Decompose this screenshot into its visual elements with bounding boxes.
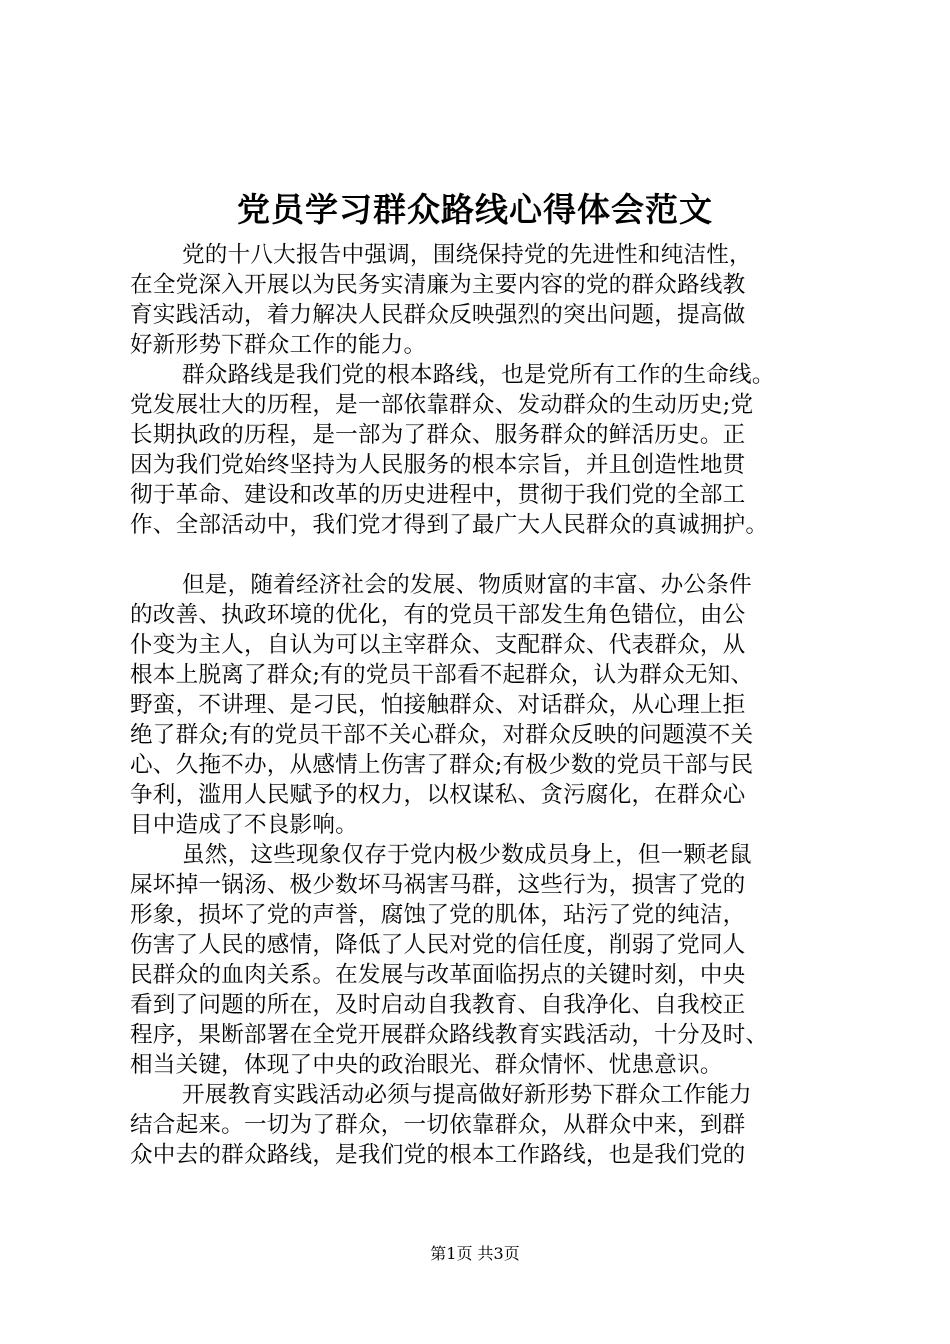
- text-line: 心、久拖不办，从感情上伤害了群众;有极少数的党员干部与民: [130, 752, 754, 778]
- text-line: 屎坏掉一锅汤、极少数坏马祸害马群，这些行为，损害了党的: [130, 872, 746, 898]
- text-line: 长期执政的历程，是一部为了群众、服务群众的鲜活历史。正: [130, 422, 746, 448]
- text-line: 党的十八大报告中强调，围绕保持党的先进性和纯洁性，: [182, 242, 752, 268]
- text-line: 仆变为主人，自认为可以主宰群众、支配群众、代表群众，从: [130, 632, 746, 658]
- text-line: 育实践活动，着力解决人民群众反映强烈的突出问题，提高做: [130, 302, 746, 328]
- text-line: 开展教育实践活动必须与提高做好新形势下群众工作能力: [182, 1082, 752, 1108]
- text-line: 相当关键，体现了中央的政治眼光、群众情怀、忧患意识。: [130, 1052, 723, 1078]
- text-line: 好新形势下群众工作的能力。: [130, 332, 427, 358]
- text-line: 绝了群众;有的党员干部不关心群众，对群众反映的问题漠不关: [130, 722, 754, 748]
- text-line: 争利，滥用人民赋予的权力，以权谋私、贪污腐化，在群众心: [130, 782, 746, 808]
- text-line: 民群众的血肉关系。在发展与改革面临拐点的关键时刻，中央: [130, 962, 746, 988]
- text-line: 因为我们党始终坚持为人民服务的根本宗旨，并且创造性地贯: [130, 452, 746, 478]
- document-title: 党员学习群众路线心得体会范文: [237, 190, 713, 229]
- text-line: 众中去的群众路线，是我们党的根本工作路线，也是我们党的: [130, 1142, 746, 1168]
- text-line: 看到了问题的所在，及时启动自我教育、自我净化、自我校正: [130, 992, 746, 1018]
- text-line: 党发展壮大的历程，是一部依靠群众、发动群众的生动历史;党: [130, 392, 754, 418]
- text-line: 在全党深入开展以为民务实清廉为主要内容的党的群众路线教: [130, 272, 746, 298]
- text-line: 目中造成了不良影响。: [130, 812, 358, 838]
- page-footer: 第1页 共3页: [430, 1244, 520, 1263]
- text-line: [130, 540, 830, 570]
- text-line: 的改善、执政环境的优化，有的党员干部发生角色错位，由公: [130, 602, 746, 628]
- text-line: 结合起来。一切为了群众，一切依靠群众，从群众中来，到群: [130, 1112, 746, 1138]
- text-line: 彻于革命、建设和改革的历史进程中，贯彻于我们党的全部工: [130, 482, 746, 508]
- text-line: 虽然，这些现象仅存于党内极少数成员身上，但一颗老鼠: [182, 842, 752, 868]
- text-line: 形象，损坏了党的声誉，腐蚀了党的肌体，玷污了党的纯洁，: [130, 902, 746, 928]
- text-line: 作、全部活动中，我们党才得到了最广大人民群众的真诚拥护。: [130, 512, 769, 538]
- text-line: 根本上脱离了群众;有的党员干部看不起群众，认为群众无知、: [130, 662, 754, 688]
- text-line: 群众路线是我们党的根本路线，也是党所有工作的生命线。: [182, 362, 775, 388]
- text-line: 伤害了人民的感情，降低了人民对党的信任度，削弱了党同人: [130, 932, 746, 958]
- text-line: 程序，果断部署在全党开展群众路线教育实践活动，十分及时、: [130, 1022, 769, 1048]
- text-line: 但是，随着经济社会的发展、物质财富的丰富、办公条件: [182, 572, 752, 598]
- text-line: 野蛮，不讲理、是刁民，怕接触群众、对话群众，从心理上拒: [130, 692, 746, 718]
- document-body: [130, 240, 830, 1170]
